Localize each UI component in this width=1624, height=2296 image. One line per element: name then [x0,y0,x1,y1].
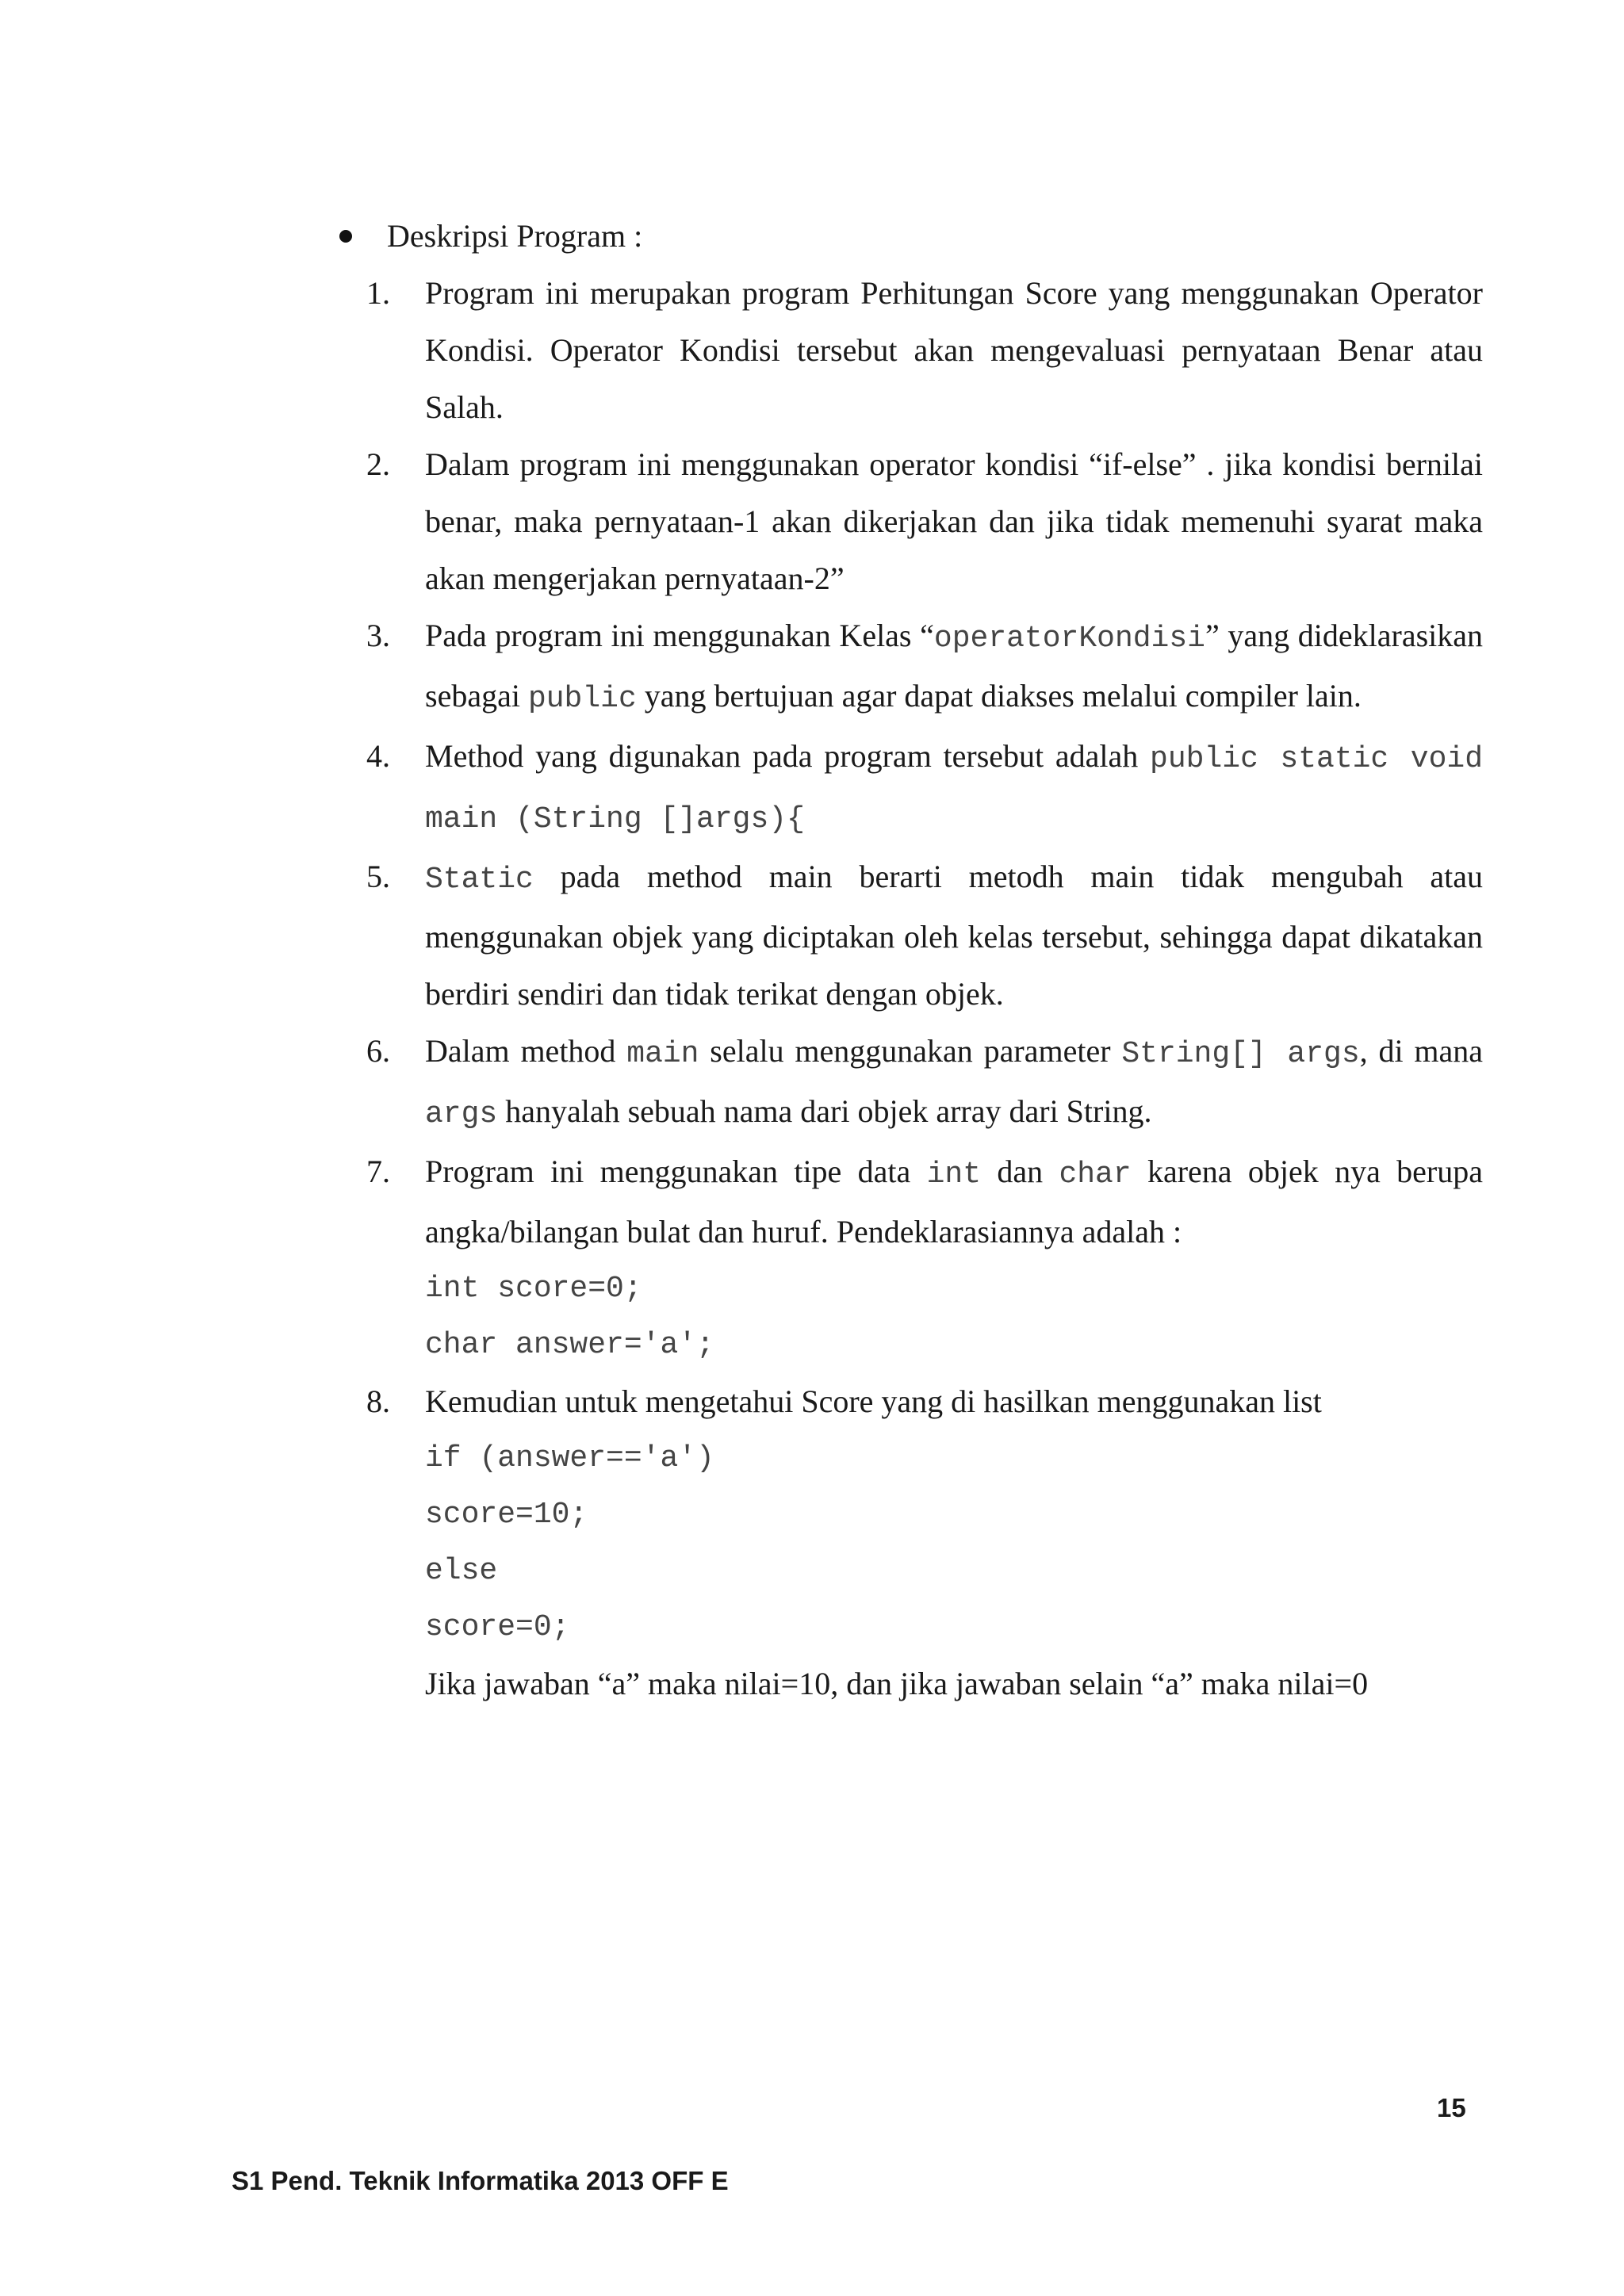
item-number: 7. [366,1154,390,1189]
bullet-icon [339,230,352,243]
list-item [333,1023,1483,1143]
list-item [333,1143,1483,1373]
code-line: score=10; [425,1498,588,1532]
list-item [333,728,1483,848]
inline-code: main [626,1037,699,1071]
item-text: Dalam program ini menggunakan operator kondisi “if-else” . jika kondisi bernilai benar, maka pernyataan-1 akan dikerjakan dan jika tidak memenuhi syarat maka akan mengerjakan pernyataan-2” [425,446,1483,596]
page-content [333,208,1483,1712]
item-text: Pada program ini menggunakan Kelas “operatorKondisi” yang dideklarasikan sebagai public yang bertujuan agar dapat diakses melalui compiler lain. [425,618,1483,716]
item-text: Kemudian untuk mengetahui Score yang di hasilkan menggunakan list [425,1383,1322,1419]
item-text: Dalam method main selalu menggunakan parameter String[] args, di mana args hanyalah sebuah nama dari objek array dari String. [425,1033,1484,1131]
inline-code: Static [425,863,534,897]
code-line: else [425,1554,498,1588]
description-list [333,265,1483,1712]
inline-code: args [425,1097,498,1131]
list-item [333,436,1483,607]
inline-code: operatorKondisi [933,622,1205,656]
inline-code: public static void main (String []args){ [425,742,1484,836]
inline-code: public [527,682,637,716]
item-text: Program ini menggunakan tipe data int dan char karena objek nya berupa angka/bilangan bulat dan huruf. Pendeklarasiannya adalah : [425,1154,1483,1249]
footer-text: S1 Pend. Teknik Informatika 2013 OFF E [232,2166,729,2195]
page-number: 15 [1437,2093,1466,2122]
item-number: 3. [366,618,390,653]
section-heading [333,208,1483,265]
code-line: score=0; [425,1610,570,1644]
item-number: 1. [366,275,390,311]
item-text: Static pada method main berarti metodh main tidak mengubah atau menggunakan objek yang diciptakan oleh kelas tersebut, sehingga dapat dikatakan berdiri sendiri dan tidak terikat dengan objek. [425,859,1483,1012]
inline-code: int [926,1158,982,1192]
result-note: Jika jawaban “a” maka nilai=10, dan jika jawaban selain “a” maka nilai=0 [425,1666,1369,1701]
inline-code: char [1059,1158,1132,1192]
item-text: Program ini merupakan program Perhitungan Score yang menggunakan Operator Kondisi. Operator Kondisi tersebut akan mengevaluasi pernyataan Benar atau Salah. [425,275,1483,425]
inline-code: String[] args [1121,1037,1360,1071]
list-item [333,265,1483,436]
item-number: 6. [366,1033,390,1069]
list-item [333,1373,1483,1712]
section-heading-text: Deskripsi Program : [387,218,643,254]
item-number: 5. [366,859,390,894]
list-item [333,607,1483,728]
item-number: 4. [366,738,390,774]
item-number: 8. [366,1383,390,1419]
item-text: Method yang digunakan pada program tersebut adalah public static void main (String []args){ [425,738,1484,836]
code-line: int score=0; [425,1272,642,1306]
code-line: char answer='a'; [425,1328,714,1362]
code-line: if (answer=='a') [425,1441,714,1475]
item-number: 2. [366,446,390,482]
list-item [333,848,1483,1023]
